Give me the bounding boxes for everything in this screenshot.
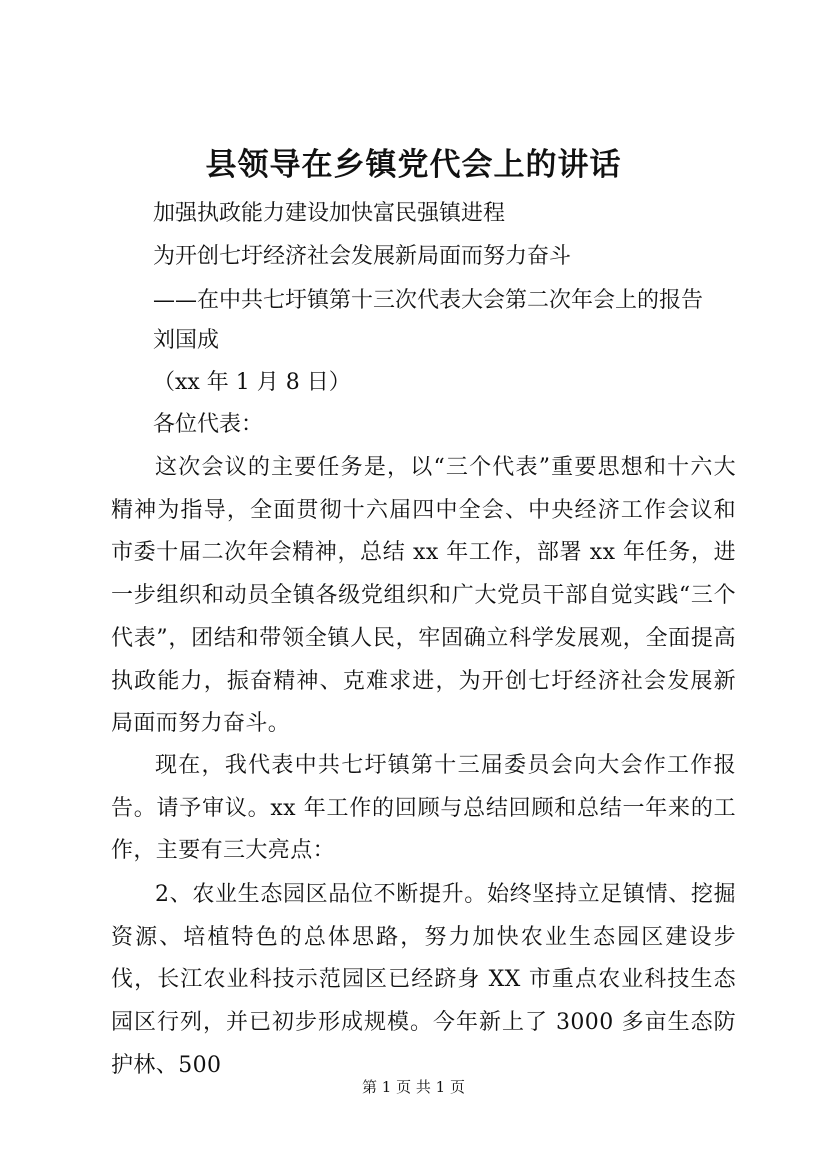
salutation: 各位代表： xyxy=(153,412,264,437)
document-title: 县领导在乡镇党代会上的讲话 xyxy=(205,147,622,183)
body-paragraph: 这次会议的主要任务是，以“三个代表”重要思想和十六大精神为指导，全面贯彻十六届四中全会、中央经济工作会议和市委十届二次年会精神，总结 xx 年工作，部署 xx 年任务，进一步组织和动员全镇各级党组织和广大党员干部自觉实践“三个代表”，团结和带领全镇人民，牢固确立科学发展观，全面提高执政能力，振奋精神、克难求进，为开创七圩经济社会发展新局面而努力奋斗。 xyxy=(111,455,736,737)
page-number: 第 1 页 共 1 页 xyxy=(362,1078,465,1096)
speech-date: （xx 年 1 月 8 日） xyxy=(153,370,351,395)
body-paragraph: 现在，我代表中共七圩镇第十三届委员会向大会作工作报告。请予审议。xx 年工作的回顾与总结回顾和总结一年来的工作，主要有三大亮点： xyxy=(111,753,736,864)
speaker-name: 刘国成 xyxy=(153,328,220,353)
subtitle-line: 为开创七圩经济社会发展新局面而努力奋斗 xyxy=(153,244,572,269)
body-paragraph: 2、农业生态园区品位不断提升。始终坚持立足镇情、挖掘资源、培植特色的总体思路，努力加快农业生态园区建设步伐，长江农业科技示范园区已经跻身 XX 市重点农业科技生态园区行列，并已初步形成规模。今年新上了 3000 多亩生态防护林、500 xyxy=(111,882,736,1078)
page-footer xyxy=(0,1077,827,1097)
subtitle-line: 加强执政能力建设加快富民强镇进程 xyxy=(153,201,506,226)
report-occasion-line: ——在中共七圩镇第十三次代表大会第二次年会上的报告 xyxy=(153,288,704,313)
